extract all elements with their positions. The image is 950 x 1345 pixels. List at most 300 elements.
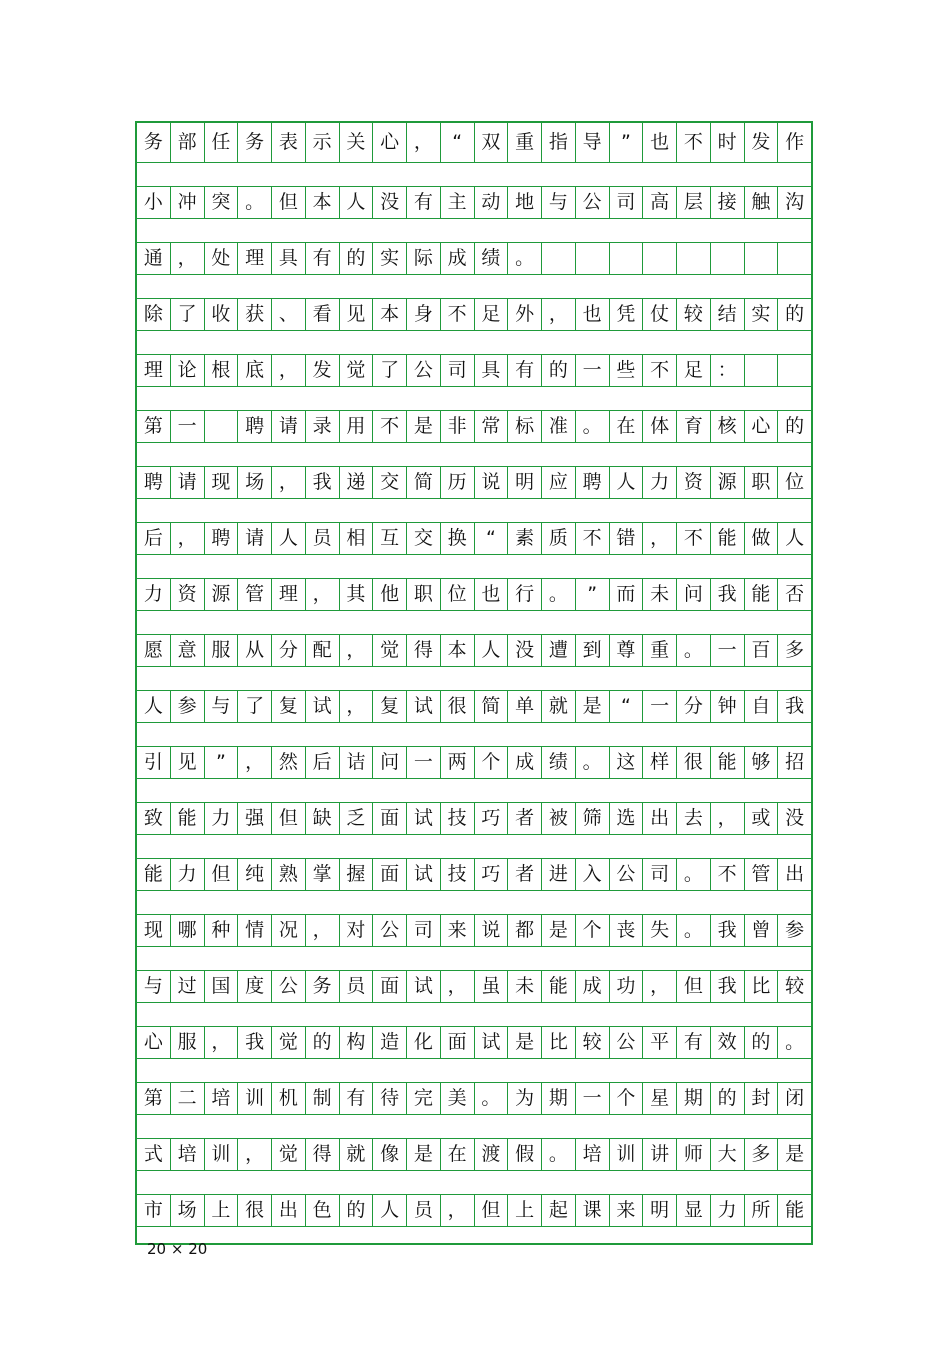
grid-cell: 相 bbox=[339, 523, 373, 554]
grid-cell: 不 bbox=[575, 523, 609, 554]
grid-cell: 面 bbox=[372, 803, 406, 834]
grid-cell: 司 bbox=[609, 187, 643, 218]
grid-line bbox=[137, 1075, 811, 1131]
grid-cell: 人 bbox=[339, 187, 373, 218]
grid-line bbox=[137, 627, 811, 683]
grid-cell: 公 bbox=[609, 859, 643, 890]
grid-cell: 足 bbox=[474, 299, 508, 330]
grid-cell: 招 bbox=[777, 747, 811, 778]
grid-cell: 虽 bbox=[474, 971, 508, 1002]
grid-cell: 职 bbox=[744, 467, 778, 498]
grid-row bbox=[137, 354, 811, 387]
grid-line bbox=[137, 347, 811, 403]
grid-cell: 有 bbox=[305, 243, 339, 274]
grid-cell: 色 bbox=[305, 1195, 339, 1226]
grid-cell: 式 bbox=[143, 1143, 163, 1165]
grid-cell: 足 bbox=[676, 355, 710, 386]
grid-cell: 发 bbox=[305, 355, 339, 386]
grid-cell: 很 bbox=[676, 747, 710, 778]
grid-cell: 课 bbox=[575, 1195, 609, 1226]
grid-cell: 心 bbox=[744, 411, 778, 442]
grid-cell: 现 bbox=[143, 919, 163, 941]
grid-cell: 交 bbox=[406, 523, 440, 554]
grid-cell: 试 bbox=[305, 691, 339, 722]
grid-cell: 理 bbox=[237, 243, 271, 274]
grid-cell: 一 bbox=[406, 747, 440, 778]
grid-cell: 力 bbox=[204, 803, 238, 834]
grid-cell: 愿 bbox=[143, 639, 163, 661]
grid-row bbox=[137, 746, 811, 779]
grid-cell: 位 bbox=[440, 579, 474, 610]
grid-cell: 冲 bbox=[170, 187, 204, 218]
grid-cell: 市 bbox=[143, 1199, 163, 1221]
grid-cell: 请 bbox=[170, 467, 204, 498]
grid-cell: ， bbox=[170, 523, 204, 554]
grid-cell: 论 bbox=[170, 355, 204, 386]
grid-cell: ， bbox=[440, 971, 474, 1002]
grid-cell: 但 bbox=[204, 859, 238, 890]
grid-cell: 与 bbox=[204, 691, 238, 722]
grid-cell: 不 bbox=[710, 859, 744, 890]
grid-cell: 的 bbox=[777, 411, 811, 442]
grid-line bbox=[137, 235, 811, 291]
grid-cell: 本 bbox=[440, 635, 474, 666]
grid-cell: 说 bbox=[474, 915, 508, 946]
grid-cell: 配 bbox=[305, 635, 339, 666]
grid-cell: 力 bbox=[710, 1195, 744, 1226]
grid-cell: 是 bbox=[507, 1027, 541, 1058]
grid-cell: 巧 bbox=[474, 803, 508, 834]
grid-line bbox=[137, 571, 811, 627]
grid-cell: 没 bbox=[777, 803, 811, 834]
grid-cell: 重 bbox=[507, 123, 541, 162]
grid-cell: 试 bbox=[406, 859, 440, 890]
grid-cell: 现 bbox=[204, 467, 238, 498]
grid-cell: 单 bbox=[507, 691, 541, 722]
grid-cell: ， bbox=[305, 579, 339, 610]
grid-cell: ， bbox=[541, 299, 575, 330]
grid-cell: 标 bbox=[507, 411, 541, 442]
grid-cell: 通 bbox=[143, 247, 163, 269]
grid-cell: “ bbox=[474, 523, 508, 554]
grid-cell: 除 bbox=[143, 303, 163, 325]
grid-cell: 历 bbox=[440, 467, 474, 498]
grid-row bbox=[137, 690, 811, 723]
grid-cell: 显 bbox=[676, 1195, 710, 1226]
grid-cell: 表 bbox=[271, 123, 305, 162]
grid-cell: 成 bbox=[575, 971, 609, 1002]
grid-cell: 进 bbox=[541, 859, 575, 890]
grid-cell: 源 bbox=[204, 579, 238, 610]
grid-cell: 我 bbox=[305, 467, 339, 498]
grid-cell: 培 bbox=[575, 1139, 609, 1170]
grid-cell: 人 bbox=[777, 523, 811, 554]
grid-cell: 试 bbox=[474, 1027, 508, 1058]
grid-cell: 员 bbox=[305, 523, 339, 554]
grid-cell: 是 bbox=[406, 411, 440, 442]
grid-cell: 是 bbox=[575, 691, 609, 722]
grid-cell: 源 bbox=[710, 467, 744, 498]
grid-cell: 师 bbox=[676, 1139, 710, 1170]
grid-row bbox=[137, 522, 811, 555]
grid-cell: ， bbox=[305, 915, 339, 946]
grid-cell: 像 bbox=[372, 1139, 406, 1170]
grid-cell: 不 bbox=[676, 523, 710, 554]
grid-cell: 去 bbox=[676, 803, 710, 834]
grid-cell: 理 bbox=[271, 579, 305, 610]
grid-cell: 复 bbox=[271, 691, 305, 722]
grid-cell: 两 bbox=[440, 747, 474, 778]
grid-cell: 。 bbox=[237, 187, 271, 218]
grid-cell: 作 bbox=[777, 123, 811, 162]
grid-cell: 。 bbox=[777, 1027, 811, 1058]
grid-cell: 高 bbox=[642, 187, 676, 218]
grid-cell: 二 bbox=[170, 1083, 204, 1114]
grid-cell: ” bbox=[204, 747, 238, 778]
grid-cell: 绩 bbox=[474, 243, 508, 274]
grid-cell: 一 bbox=[575, 1083, 609, 1114]
grid-cell: 任 bbox=[204, 123, 238, 162]
grid-cell: 试 bbox=[406, 691, 440, 722]
grid-cell: 但 bbox=[474, 1195, 508, 1226]
grid-cell: 成 bbox=[440, 243, 474, 274]
grid-cell: 我 bbox=[710, 579, 744, 610]
grid-cell: 较 bbox=[575, 1027, 609, 1058]
grid-row bbox=[137, 578, 811, 611]
grid-cell: ， bbox=[237, 1139, 271, 1170]
grid-cell: 培 bbox=[204, 1083, 238, 1114]
grid-cell: 场 bbox=[170, 1195, 204, 1226]
grid-line bbox=[137, 739, 811, 795]
grid-cell: 素 bbox=[507, 523, 541, 554]
grid-cell: 国 bbox=[204, 971, 238, 1002]
grid-cell: 心 bbox=[143, 1031, 163, 1053]
grid-cell: 的 bbox=[777, 299, 811, 330]
grid-cell: 对 bbox=[339, 915, 373, 946]
grid-cell: 不 bbox=[440, 299, 474, 330]
grid-cell: 一 bbox=[642, 691, 676, 722]
grid-cell: 、 bbox=[271, 299, 305, 330]
grid-cell: 得 bbox=[406, 635, 440, 666]
grid-cell: 没 bbox=[372, 187, 406, 218]
grid-cell: 准 bbox=[541, 411, 575, 442]
grid-line bbox=[137, 795, 811, 851]
grid-cell: 本 bbox=[372, 299, 406, 330]
grid-cell: 公 bbox=[271, 971, 305, 1002]
grid-cell: 比 bbox=[541, 1027, 575, 1058]
grid-cell: 员 bbox=[406, 1195, 440, 1226]
grid-cell: 聘 bbox=[237, 411, 271, 442]
grid-cell: 力 bbox=[170, 859, 204, 890]
grid-cell: 职 bbox=[406, 579, 440, 610]
grid-cell: 有 bbox=[339, 1083, 373, 1114]
grid-line bbox=[137, 403, 811, 459]
grid-cell: 。 bbox=[541, 579, 575, 610]
grid-cell: 双 bbox=[474, 123, 508, 162]
grid-cell: 度 bbox=[237, 971, 271, 1002]
grid-cell bbox=[609, 243, 643, 274]
grid-row bbox=[137, 298, 811, 331]
grid-row bbox=[137, 1026, 811, 1059]
grid-cell: 但 bbox=[271, 803, 305, 834]
grid-cell: 种 bbox=[204, 915, 238, 946]
grid-cell: 多 bbox=[777, 635, 811, 666]
grid-cell: 而 bbox=[609, 579, 643, 610]
grid-cell: 就 bbox=[339, 1139, 373, 1170]
grid-cell: ： bbox=[710, 355, 744, 386]
grid-cell: 示 bbox=[305, 123, 339, 162]
grid-cell: 就 bbox=[541, 691, 575, 722]
grid-cell: 明 bbox=[642, 1195, 676, 1226]
grid-cell: 行 bbox=[507, 579, 541, 610]
grid-cell: 务 bbox=[143, 131, 163, 153]
grid-cell: 训 bbox=[204, 1139, 238, 1170]
grid-cell: 钟 bbox=[710, 691, 744, 722]
grid-cell: 收 bbox=[204, 299, 238, 330]
grid-cell: 复 bbox=[372, 691, 406, 722]
grid-cell: 巧 bbox=[474, 859, 508, 890]
grid-cell: 司 bbox=[440, 355, 474, 386]
grid-row bbox=[137, 466, 811, 499]
grid-cell: 来 bbox=[609, 1195, 643, 1226]
grid-cell: 是 bbox=[406, 1139, 440, 1170]
grid-cell: 者 bbox=[507, 803, 541, 834]
grid-line bbox=[137, 683, 811, 739]
grid-cell: 的 bbox=[541, 355, 575, 386]
grid-cell: 我 bbox=[777, 691, 811, 722]
grid-cell: 平 bbox=[642, 1027, 676, 1058]
grid-cell: 但 bbox=[676, 971, 710, 1002]
grid-cell: 公 bbox=[575, 187, 609, 218]
grid-cell: 遭 bbox=[541, 635, 575, 666]
grid-row bbox=[137, 914, 811, 947]
grid-cell: 一 bbox=[575, 355, 609, 386]
grid-cell: 的 bbox=[744, 1027, 778, 1058]
grid-cell: 个 bbox=[609, 1083, 643, 1114]
grid-cell: 看 bbox=[305, 299, 339, 330]
grid-cell: 从 bbox=[237, 635, 271, 666]
grid-cell: 外 bbox=[507, 299, 541, 330]
grid-cell: 握 bbox=[339, 859, 373, 890]
grid-cell: 纯 bbox=[237, 859, 271, 890]
grid-cell: 导 bbox=[575, 123, 609, 162]
grid-cell: 够 bbox=[744, 747, 778, 778]
grid-row bbox=[137, 1082, 811, 1115]
grid-cell: 出 bbox=[271, 1195, 305, 1226]
grid-row bbox=[137, 634, 811, 667]
grid-cell: 后 bbox=[305, 747, 339, 778]
grid-cell: 接 bbox=[710, 187, 744, 218]
grid-cell bbox=[744, 243, 778, 274]
grid-cell bbox=[744, 355, 778, 386]
grid-line bbox=[137, 123, 811, 179]
grid-cell: 试 bbox=[406, 803, 440, 834]
grid-cell: 尊 bbox=[609, 635, 643, 666]
grid-line bbox=[137, 459, 811, 515]
grid-cell bbox=[204, 411, 238, 442]
grid-cell: 有 bbox=[406, 187, 440, 218]
grid-cell: 未 bbox=[507, 971, 541, 1002]
grid-cell: 聘 bbox=[143, 471, 163, 493]
grid-line bbox=[137, 851, 811, 907]
grid-cell: 简 bbox=[406, 467, 440, 498]
grid-cell: 他 bbox=[372, 579, 406, 610]
grid-cell: 成 bbox=[507, 747, 541, 778]
grid-cell: 关 bbox=[339, 123, 373, 162]
grid-cell: 交 bbox=[372, 467, 406, 498]
grid-cell: ， bbox=[237, 747, 271, 778]
grid-cell: 功 bbox=[609, 971, 643, 1002]
grid-cell: 能 bbox=[744, 579, 778, 610]
grid-cell: 为 bbox=[507, 1083, 541, 1114]
grid-cell: 核 bbox=[710, 411, 744, 442]
grid-cell: 出 bbox=[642, 803, 676, 834]
grid-cell: 诘 bbox=[339, 747, 373, 778]
grid-cell: 情 bbox=[237, 915, 271, 946]
grid-cell: 处 bbox=[204, 243, 238, 274]
grid-cell: 上 bbox=[507, 1195, 541, 1226]
grid-cell: “ bbox=[609, 691, 643, 722]
grid-cell: 也 bbox=[474, 579, 508, 610]
grid-cell: 际 bbox=[406, 243, 440, 274]
grid-cell: 我 bbox=[710, 915, 744, 946]
grid-cell: 服 bbox=[204, 635, 238, 666]
grid-cell: 然 bbox=[271, 747, 305, 778]
grid-cell: 构 bbox=[339, 1027, 373, 1058]
grid-cell: 见 bbox=[339, 299, 373, 330]
grid-cell: 比 bbox=[744, 971, 778, 1002]
grid-cell: 较 bbox=[777, 971, 811, 1002]
grid-cell: 觉 bbox=[372, 635, 406, 666]
grid-row bbox=[137, 1194, 811, 1227]
grid-line bbox=[137, 291, 811, 347]
grid-cell: 非 bbox=[440, 411, 474, 442]
grid-cell: 筛 bbox=[575, 803, 609, 834]
grid-cell: 获 bbox=[237, 299, 271, 330]
grid-cell: 分 bbox=[271, 635, 305, 666]
grid-cell: 个 bbox=[575, 915, 609, 946]
grid-cell: 哪 bbox=[170, 915, 204, 946]
grid-cell: 场 bbox=[237, 467, 271, 498]
grid-cell: 较 bbox=[676, 299, 710, 330]
grid-cell: 聘 bbox=[204, 523, 238, 554]
grid-cell: 层 bbox=[676, 187, 710, 218]
grid-cell: ， bbox=[710, 803, 744, 834]
grid-cell bbox=[777, 355, 811, 386]
grid-cell: 小 bbox=[143, 191, 163, 213]
grid-size-label: 20 × 20 bbox=[147, 1240, 208, 1258]
grid-cell: ， bbox=[339, 691, 373, 722]
grid-cell bbox=[642, 243, 676, 274]
grid-cell: 参 bbox=[777, 915, 811, 946]
grid-cell: 意 bbox=[170, 635, 204, 666]
grid-cell: 美 bbox=[440, 1083, 474, 1114]
grid-cell: 假 bbox=[507, 1139, 541, 1170]
grid-cell: 所 bbox=[744, 1195, 778, 1226]
grid-row bbox=[137, 410, 811, 443]
grid-cell: 被 bbox=[541, 803, 575, 834]
grid-cell: 指 bbox=[541, 123, 575, 162]
grid-cell: 公 bbox=[406, 355, 440, 386]
grid-cell: 训 bbox=[237, 1083, 271, 1114]
grid-cell: 管 bbox=[237, 579, 271, 610]
grid-cell: ， bbox=[170, 243, 204, 274]
grid-cell: 都 bbox=[507, 915, 541, 946]
grid-cell: 错 bbox=[609, 523, 643, 554]
grid-cell: 也 bbox=[575, 299, 609, 330]
grid-cell: 后 bbox=[143, 527, 163, 549]
grid-cell: 是 bbox=[777, 1139, 811, 1170]
grid-cell: 员 bbox=[339, 971, 373, 1002]
grid-cell: 完 bbox=[406, 1083, 440, 1114]
grid-cell: 乏 bbox=[339, 803, 373, 834]
grid-cell: 不 bbox=[642, 355, 676, 386]
grid-line bbox=[137, 1131, 811, 1187]
grid-cell: 育 bbox=[676, 411, 710, 442]
grid-cell: 资 bbox=[170, 579, 204, 610]
grid-cell: “ bbox=[440, 123, 474, 162]
grid-cell: 失 bbox=[642, 915, 676, 946]
grid-cell: 人 bbox=[271, 523, 305, 554]
grid-cell: 到 bbox=[575, 635, 609, 666]
grid-cell: 心 bbox=[372, 123, 406, 162]
grid-cell: 些 bbox=[609, 355, 643, 386]
grid-cell: 了 bbox=[237, 691, 271, 722]
grid-cell: 务 bbox=[237, 123, 271, 162]
grid-cell: 结 bbox=[710, 299, 744, 330]
grid-line bbox=[137, 1187, 811, 1243]
grid-cell bbox=[541, 243, 575, 274]
grid-cell: 未 bbox=[642, 579, 676, 610]
grid-cell: 丧 bbox=[609, 915, 643, 946]
grid-cell: 简 bbox=[474, 691, 508, 722]
grid-cell: 闭 bbox=[777, 1083, 811, 1114]
grid-cell: 不 bbox=[372, 411, 406, 442]
grid-cell: 的 bbox=[710, 1083, 744, 1114]
grid-cell: 仗 bbox=[642, 299, 676, 330]
grid-cell: 理 bbox=[143, 359, 163, 381]
grid-cell: 觉 bbox=[271, 1027, 305, 1058]
grid-cell: ， bbox=[204, 1027, 238, 1058]
grid-cell: 熟 bbox=[271, 859, 305, 890]
grid-cell: 致 bbox=[143, 807, 163, 829]
grid-cell: 触 bbox=[744, 187, 778, 218]
grid-row bbox=[137, 186, 811, 219]
grid-cell: 培 bbox=[170, 1139, 204, 1170]
grid-cell: 发 bbox=[744, 123, 778, 162]
grid-cell: 渡 bbox=[474, 1139, 508, 1170]
grid-cell: 。 bbox=[541, 1139, 575, 1170]
grid-cell: 重 bbox=[642, 635, 676, 666]
grid-cell: 选 bbox=[609, 803, 643, 834]
grid-cell: 有 bbox=[676, 1027, 710, 1058]
grid-cell: 应 bbox=[541, 467, 575, 498]
grid-cell: 能 bbox=[143, 863, 163, 885]
grid-cell: 缺 bbox=[305, 803, 339, 834]
grid-cell: 实 bbox=[372, 243, 406, 274]
grid-cell: 明 bbox=[507, 467, 541, 498]
grid-cell: 具 bbox=[474, 355, 508, 386]
grid-cell: 的 bbox=[305, 1027, 339, 1058]
grid-cell: 有 bbox=[507, 355, 541, 386]
grid-row bbox=[137, 970, 811, 1003]
grid-cell: 。 bbox=[474, 1083, 508, 1114]
grid-cell: 服 bbox=[170, 1027, 204, 1058]
grid-cell: 能 bbox=[170, 803, 204, 834]
grid-cell: 在 bbox=[609, 411, 643, 442]
grid-cell: 实 bbox=[744, 299, 778, 330]
grid-line bbox=[137, 963, 811, 1019]
